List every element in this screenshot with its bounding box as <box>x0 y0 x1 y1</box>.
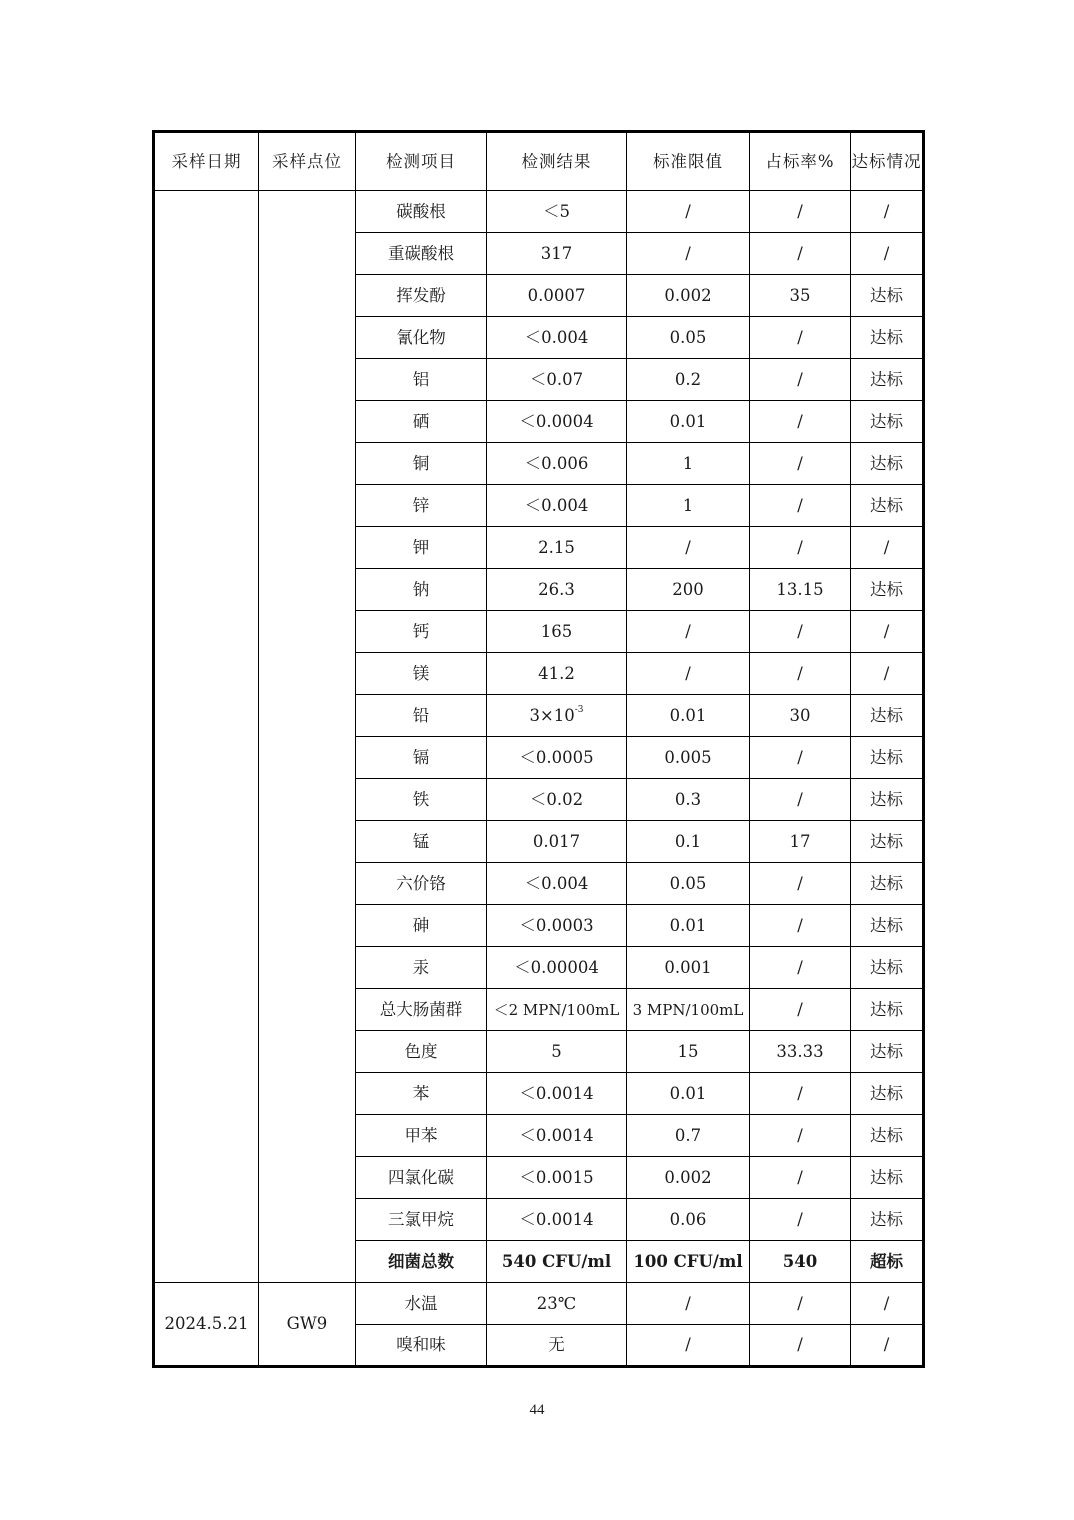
item-cell: 钾 <box>356 527 487 569</box>
header-point: 采样点位 <box>259 132 356 191</box>
limit-cell: 0.002 <box>627 275 750 317</box>
status-cell: 达标 <box>851 863 924 905</box>
limit-cell: 0.05 <box>627 863 750 905</box>
limit-cell: / <box>627 611 750 653</box>
result-cell: ＜0.0015 <box>487 1157 627 1199</box>
result-cell <box>487 695 627 737</box>
limit-cell: 1 <box>627 485 750 527</box>
limit-cell: / <box>627 191 750 233</box>
limit-cell: 0.06 <box>627 1199 750 1241</box>
ratio-cell: / <box>750 191 851 233</box>
header-item: 检测项目 <box>356 132 487 191</box>
result-cell: 26.3 <box>487 569 627 611</box>
result-cell: ＜0.004 <box>487 863 627 905</box>
status-cell: 超标 <box>851 1241 924 1283</box>
ratio-cell: / <box>750 317 851 359</box>
limit-cell: / <box>627 233 750 275</box>
ratio-cell: / <box>750 1073 851 1115</box>
result-cell: 2.15 <box>487 527 627 569</box>
status-cell: 达标 <box>851 821 924 863</box>
status-cell: 达标 <box>851 737 924 779</box>
item-cell: 铁 <box>356 779 487 821</box>
result-cell: ＜5 <box>487 191 627 233</box>
limit-cell: / <box>627 1283 750 1325</box>
date-cell: 2024.5.21 <box>154 1283 259 1367</box>
result-cell: ＜0.02 <box>487 779 627 821</box>
status-cell: / <box>851 527 924 569</box>
limit-cell: 0.01 <box>627 905 750 947</box>
header-date: 采样日期 <box>154 132 259 191</box>
header-ratio: 占标率% <box>750 132 851 191</box>
result-cell: ＜0.0005 <box>487 737 627 779</box>
status-cell: 达标 <box>851 947 924 989</box>
date-cell-continued <box>154 191 259 1283</box>
item-cell: 镁 <box>356 653 487 695</box>
limit-cell: 0.3 <box>627 779 750 821</box>
status-cell: / <box>851 1325 924 1367</box>
ratio-cell: / <box>750 989 851 1031</box>
status-cell: 达标 <box>851 485 924 527</box>
ratio-cell: 35 <box>750 275 851 317</box>
status-cell: 达标 <box>851 1031 924 1073</box>
item-cell: 汞 <box>356 947 487 989</box>
point-cell: GW9 <box>259 1283 356 1367</box>
status-cell: 达标 <box>851 275 924 317</box>
status-cell: 达标 <box>851 1073 924 1115</box>
item-cell: 总大肠菌群 <box>356 989 487 1031</box>
limit-cell: 0.1 <box>627 821 750 863</box>
limit-cell: 100 CFU/ml <box>627 1241 750 1283</box>
status-cell: 达标 <box>851 443 924 485</box>
result-cell: ＜0.07 <box>487 359 627 401</box>
ratio-cell: / <box>750 1115 851 1157</box>
point-cell-continued <box>259 191 356 1283</box>
item-cell: 硒 <box>356 401 487 443</box>
ratio-cell: / <box>750 905 851 947</box>
header-status: 达标情况 <box>851 132 924 191</box>
result-cell: ＜0.0014 <box>487 1115 627 1157</box>
status-cell: 达标 <box>851 317 924 359</box>
status-cell: 达标 <box>851 779 924 821</box>
result-cell: ＜0.004 <box>487 317 627 359</box>
ratio-cell: / <box>750 1325 851 1367</box>
item-cell: 细菌总数 <box>356 1241 487 1283</box>
item-cell: 铜 <box>356 443 487 485</box>
ratio-cell: / <box>750 863 851 905</box>
ratio-cell: / <box>750 737 851 779</box>
status-cell: / <box>851 653 924 695</box>
status-cell: 达标 <box>851 1199 924 1241</box>
item-cell: 四氯化碳 <box>356 1157 487 1199</box>
page-number: 44 <box>529 1402 545 1418</box>
item-cell: 锌 <box>356 485 487 527</box>
item-cell: 氰化物 <box>356 317 487 359</box>
limit-cell: 0.01 <box>627 695 750 737</box>
item-cell: 苯 <box>356 1073 487 1115</box>
header-limit: 标准限值 <box>627 132 750 191</box>
result-cell: 540 CFU/ml <box>487 1241 627 1283</box>
limit-cell: 200 <box>627 569 750 611</box>
item-cell: 砷 <box>356 905 487 947</box>
item-cell: 挥发酚 <box>356 275 487 317</box>
limit-cell: 0.005 <box>627 737 750 779</box>
header-row <box>154 132 924 191</box>
result-cell: 23℃ <box>487 1283 627 1325</box>
ratio-cell: / <box>750 779 851 821</box>
limit-cell: 0.2 <box>627 359 750 401</box>
limit-cell: 0.7 <box>627 1115 750 1157</box>
limit-cell: 3 MPN/100mL <box>627 989 750 1031</box>
ratio-cell: 17 <box>750 821 851 863</box>
ratio-cell: 30 <box>750 695 851 737</box>
monitoring-results-table <box>152 130 925 1368</box>
ratio-cell: / <box>750 233 851 275</box>
ratio-cell: / <box>750 443 851 485</box>
result-cell: 5 <box>487 1031 627 1073</box>
item-cell: 镉 <box>356 737 487 779</box>
ratio-cell: 13.15 <box>750 569 851 611</box>
ratio-cell: / <box>750 611 851 653</box>
ratio-cell: / <box>750 401 851 443</box>
status-cell: / <box>851 191 924 233</box>
item-cell: 锰 <box>356 821 487 863</box>
status-cell: 达标 <box>851 359 924 401</box>
ratio-cell: 540 <box>750 1241 851 1283</box>
table-row <box>154 1283 924 1325</box>
result-cell: 0.0007 <box>487 275 627 317</box>
item-cell: 色度 <box>356 1031 487 1073</box>
ratio-cell: / <box>750 1157 851 1199</box>
item-cell: 钙 <box>356 611 487 653</box>
item-cell: 三氯甲烷 <box>356 1199 487 1241</box>
result-cell: 317 <box>487 233 627 275</box>
item-cell: 甲苯 <box>356 1115 487 1157</box>
result-cell: ＜0.0014 <box>487 1073 627 1115</box>
result-cell: ＜0.0003 <box>487 905 627 947</box>
limit-cell: / <box>627 653 750 695</box>
limit-cell: 0.002 <box>627 1157 750 1199</box>
ratio-cell: / <box>750 947 851 989</box>
limit-cell: 0.05 <box>627 317 750 359</box>
status-cell: / <box>851 233 924 275</box>
item-cell: 碳酸根 <box>356 191 487 233</box>
result-cell: ＜0.006 <box>487 443 627 485</box>
item-cell: 铅 <box>356 695 487 737</box>
status-cell: 达标 <box>851 1157 924 1199</box>
status-cell: 达标 <box>851 401 924 443</box>
item-cell: 六价铬 <box>356 863 487 905</box>
limit-cell: 0.01 <box>627 401 750 443</box>
result-cell: ＜0.0014 <box>487 1199 627 1241</box>
item-cell: 嗅和味 <box>356 1325 487 1367</box>
status-cell: 达标 <box>851 569 924 611</box>
result-exponent: -3 <box>574 705 584 715</box>
ratio-cell: / <box>750 1199 851 1241</box>
limit-cell: / <box>627 527 750 569</box>
result-cell: ＜2 MPN/100mL <box>487 989 627 1031</box>
item-cell: 重碳酸根 <box>356 233 487 275</box>
ratio-cell: / <box>750 485 851 527</box>
status-cell: 达标 <box>851 695 924 737</box>
item-cell: 水温 <box>356 1283 487 1325</box>
ratio-cell: / <box>750 1283 851 1325</box>
limit-cell: / <box>627 1325 750 1367</box>
result-cell: ＜0.00004 <box>487 947 627 989</box>
result-cell: ＜0.004 <box>487 485 627 527</box>
result-cell: 165 <box>487 611 627 653</box>
status-cell: 达标 <box>851 989 924 1031</box>
status-cell: / <box>851 1283 924 1325</box>
result-cell: 0.017 <box>487 821 627 863</box>
result-base: 3×10 <box>529 705 575 725</box>
status-cell: 达标 <box>851 905 924 947</box>
result-cell: ＜0.0004 <box>487 401 627 443</box>
ratio-cell: 33.33 <box>750 1031 851 1073</box>
status-cell: / <box>851 611 924 653</box>
limit-cell: 1 <box>627 443 750 485</box>
ratio-cell: / <box>750 359 851 401</box>
status-cell: 达标 <box>851 1115 924 1157</box>
limit-cell: 0.001 <box>627 947 750 989</box>
item-cell: 钠 <box>356 569 487 611</box>
limit-cell: 0.01 <box>627 1073 750 1115</box>
ratio-cell: / <box>750 527 851 569</box>
table-row <box>154 191 924 233</box>
result-cell: 无 <box>487 1325 627 1367</box>
item-cell: 铝 <box>356 359 487 401</box>
result-cell: 41.2 <box>487 653 627 695</box>
ratio-cell: / <box>750 653 851 695</box>
limit-cell: 15 <box>627 1031 750 1073</box>
header-result: 检测结果 <box>487 132 627 191</box>
